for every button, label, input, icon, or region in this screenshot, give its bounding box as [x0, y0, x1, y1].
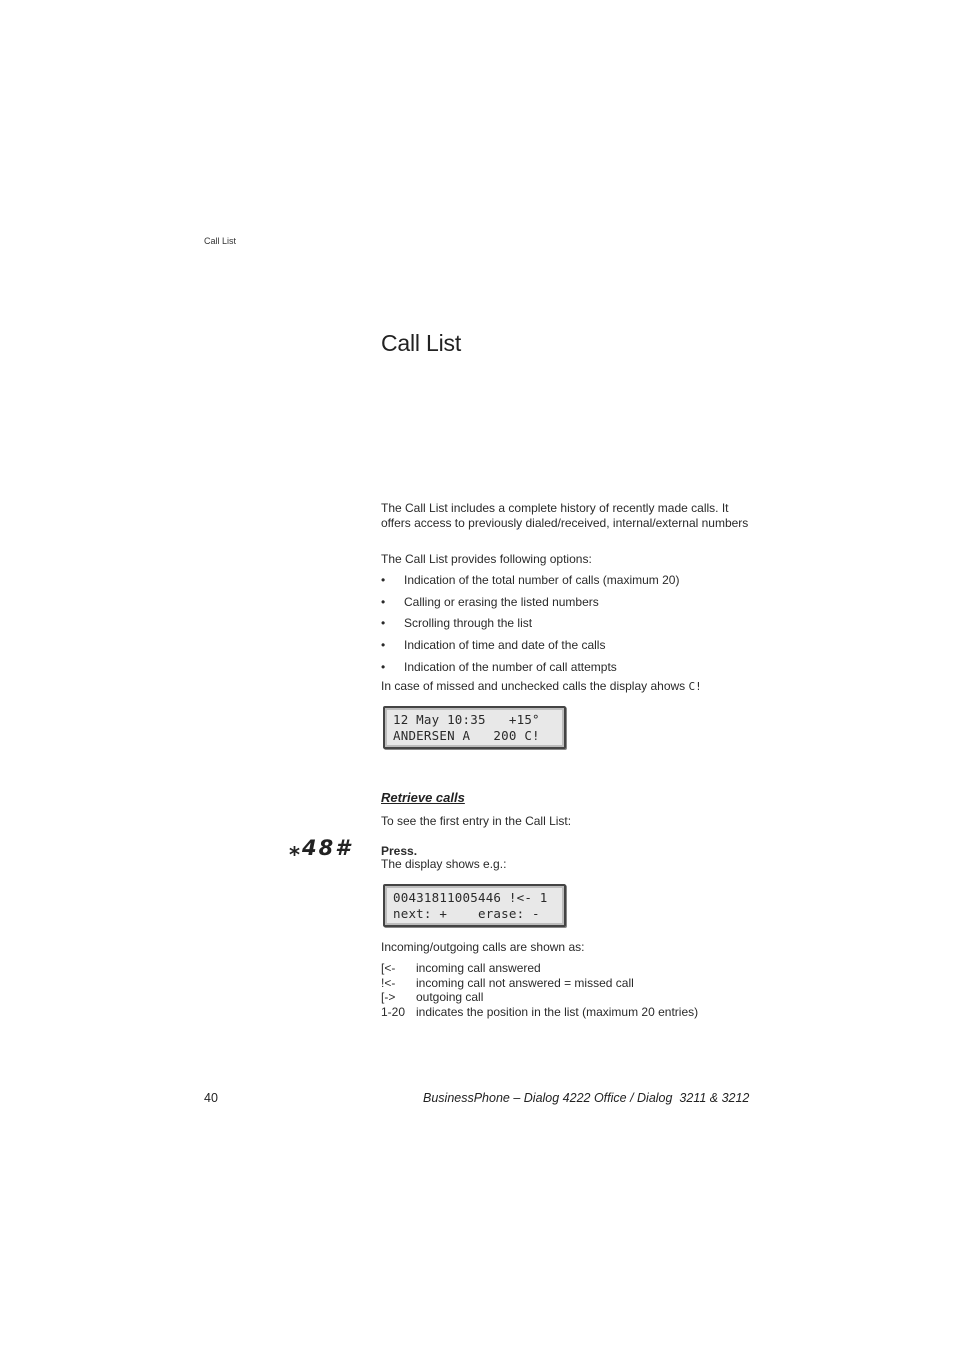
list-item: • Indication of the total number of calls (maximum 20)	[381, 573, 680, 587]
page-title: Call List	[381, 330, 462, 356]
legend-row	[381, 961, 698, 976]
bullet-icon: •	[381, 616, 386, 631]
list-item: • Calling or erasing the listed numbers	[381, 594, 599, 609]
list-item: • Indication of time and date of the calls	[381, 638, 606, 653]
options-intro: The Call List provides following options:	[381, 552, 592, 566]
list-item: • Scrolling through the list	[381, 616, 533, 631]
lcd-line-1: 00431811005446 !<- 1	[393, 890, 548, 905]
lcd-display-example	[383, 706, 566, 749]
keycode-sequence: ⁎48#	[289, 836, 352, 860]
bullet-icon: •	[381, 594, 386, 609]
legend-row	[381, 1005, 698, 1020]
legend-meaning: indicates the position in the list (maximum 20 entries)	[416, 1004, 699, 1019]
bullet-icon: •	[381, 573, 386, 587]
list-item: • Indication of the number of call attempts	[381, 659, 617, 674]
legend-meaning: outgoing call	[416, 990, 484, 1004]
legend-row	[381, 976, 698, 991]
legend-symbol: 1-20	[381, 1004, 406, 1019]
press-label: Press.	[381, 844, 418, 858]
page-number: 40	[204, 1091, 218, 1105]
symbol-legend	[381, 961, 698, 1019]
running-header: Call List	[204, 236, 237, 246]
lcd-line-2: next: + erase: -	[393, 906, 540, 921]
display-shows-label: The display shows e.g.:	[381, 857, 507, 871]
legend-symbol: [->	[381, 990, 396, 1004]
bullet-icon: •	[381, 659, 386, 674]
legend-symbol: [<-	[381, 961, 396, 975]
section-heading: Retrieve calls	[381, 790, 465, 805]
bullet-icon: •	[381, 638, 386, 653]
lcd-display-call-entry	[383, 884, 566, 927]
missed-calls-note: In case of missed and unchecked calls the display ahows C!	[381, 679, 702, 693]
legend-meaning: incoming call answered	[416, 961, 541, 975]
lcd-line-2: ANDERSEN A 200 C!	[393, 728, 540, 743]
asterisk-key-icon: ⁎	[289, 836, 302, 860]
footer-document-title: BusinessPhone – Dialog 4222 Office / Dialog 3211 & 3212	[423, 1091, 750, 1105]
legend-meaning: incoming call not answered = missed call	[416, 975, 634, 990]
retrieve-instruction: To see the first entry in the Call List:	[381, 814, 572, 828]
inout-intro: Incoming/outgoing calls are shown as:	[381, 940, 585, 954]
options-list	[381, 573, 679, 681]
intro-paragraph: The Call List includes a complete history of recently made calls. It offers access to previously dialed/received, internal/external numbers	[381, 501, 749, 530]
missed-code: C!	[688, 680, 702, 693]
legend-row	[381, 990, 698, 1005]
lcd-line-1: 12 May 10:35 +15°	[393, 712, 540, 727]
legend-symbol: !<-	[381, 975, 396, 990]
